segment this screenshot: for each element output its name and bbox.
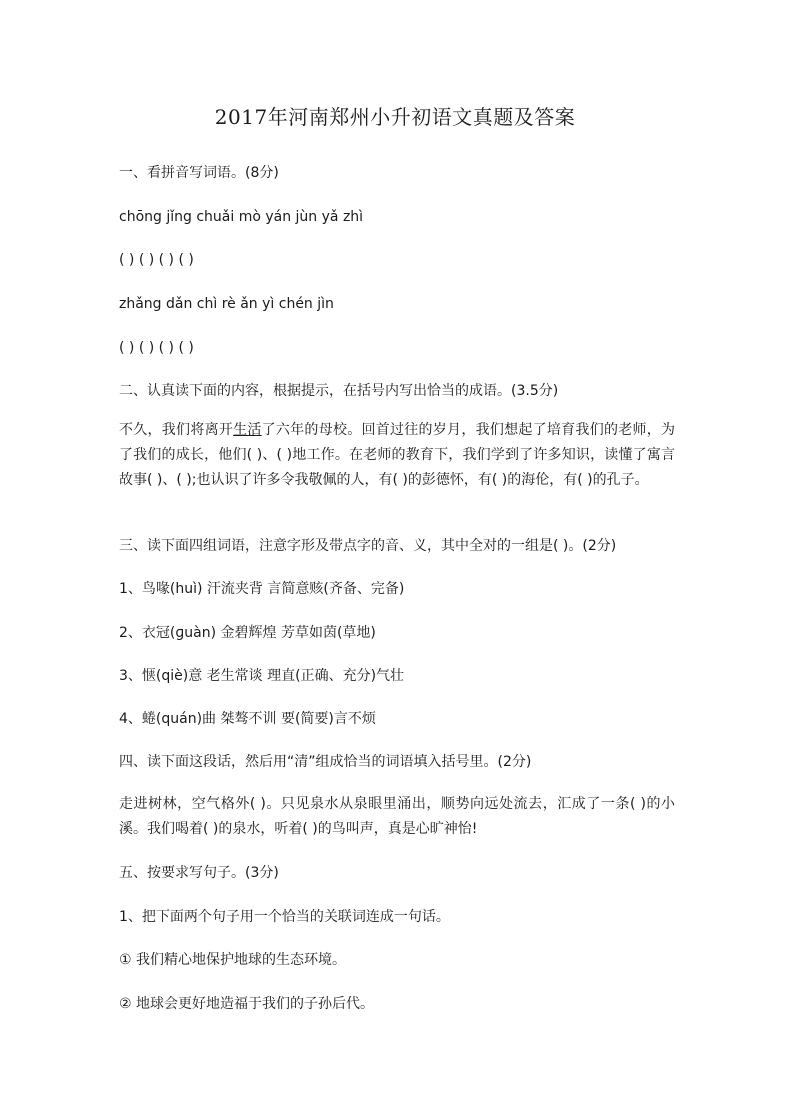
q4-passage: 走进树林，空气格外( )。只见泉水从泉眼里涌出，顺势向远处流去，汇成了一条( )的小溪。我们喝着( )的泉水，听着( )的鸟叫声，真是心旷神怡! [119,796,675,837]
q3-option-3: 3、惬(qiè)意 老生常谈 理直(正确、充分)气壮 [119,668,405,684]
q2-passage-start: 不久，我们将离开 [119,422,234,438]
q3-option-4: 4、蜷(quán)曲 桀骜不训 要(简要)言不烦 [119,711,376,727]
q2-heading: 二、认真读下面的内容，根据提示，在括号内写出恰当的成语。(3.5分) [119,383,559,399]
q1-pinyin-line-1: chōng jǐng chuǎi mò yán jùn yǎ zhì [119,209,364,225]
q5-heading: 五、按要求写句子。(3分) [119,865,279,881]
q3-heading: 三、读下面四组词语，注意字形及带点字的音、义，其中全对的一组是( )。(2分) [119,538,617,554]
q2-passage-rest: 了六年的母校。回首过往的岁月，我们想起了培育我们的老师，为了我们的成长，他们( )、( )地工作。在老师的教育下，我们学到了许多知识，读懂了寓言故事( )、( );也认识了许多令我敬佩的人，有( )的彭德怀，有( )的海伦，有( )的孔子。 [119,422,676,488]
q3-option-2: 2、衣冠(ɡuàn) 金碧辉煌 芳草如茵(草地) [119,625,376,641]
q3-option-1: 1、鸟喙(huì) 汗流夹背 言简意赅(齐备、完备) [119,581,405,597]
q1-blanks-line-1: ( ) ( ) ( ) ( ) [119,252,194,268]
q2-passage [119,418,675,493]
page-title: 2017年河南郑州小升初语文真题及答案 [214,105,576,129]
q5-subquestion-1: 1、把下面两个句子用一个恰当的关联词连成一句话。 [119,909,450,925]
q5-sentence-1: ① 我们精心地保护地球的生态环境。 [119,952,347,968]
q2-underlined-word: 生活 [233,422,262,438]
q1-pinyin-line-2: zhǎng dǎn chì rè ǎn yì chén jìn [119,296,334,312]
q1-heading: 一、看拼音写词语。(8分) [119,165,279,181]
q1-blanks-line-2: ( ) ( ) ( ) ( ) [119,340,194,356]
q4-heading: 四、读下面这段话，然后用“清”组成恰当的词语填入括号里。(2分) [119,754,532,770]
q5-sentence-2: ② 地球会更好地造福于我们的子孙后代。 [119,996,374,1012]
